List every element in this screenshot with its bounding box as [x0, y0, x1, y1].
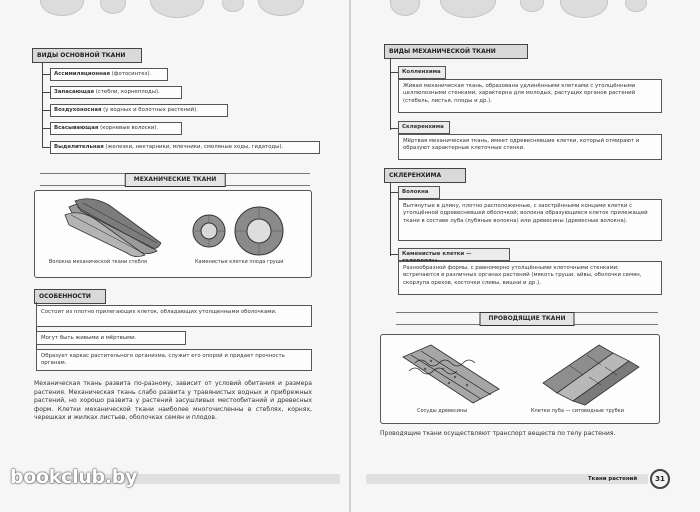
mechanical-figure: [34, 190, 312, 278]
watermark: bookclub.by: [10, 466, 138, 488]
tree-tick: [42, 128, 50, 129]
footer-section: Ткани растений: [588, 476, 638, 482]
tree-line: [390, 182, 391, 256]
tissue-item: Запасающая (стебли, корнеплоды).: [50, 86, 182, 99]
fibers-caption: Волокна механической ткани стебля: [49, 259, 147, 265]
stone-cells-caption: Каменистые клетки плода груши: [195, 259, 284, 265]
sieve-tubes-illustration: [539, 343, 643, 405]
feature-item: Могут быть живыми и мёртвыми.: [36, 331, 186, 345]
vessels-caption: Сосуды древесины: [417, 408, 468, 414]
stone-cells-illustration: [191, 205, 291, 261]
tree-tick: [42, 110, 50, 111]
mech-types-title: ВИДЫ МЕХАНИЧЕСКОЙ ТКАНИ: [384, 44, 528, 59]
sclerenchyma-label: Склеренхима: [398, 121, 450, 134]
tree-tick: [390, 128, 398, 129]
tree-tick: [42, 74, 50, 75]
features-title: ОСОБЕННОСТИ: [34, 289, 106, 304]
feature-item: Образует каркас растительного организма, служит его опорой и придает прочность органам.: [36, 349, 312, 371]
mechanical-paragraph: Механическая ткань развита по-разному, зависит от условий обитания и размера растения. Механическая ткань слабо развита у травянистых водных и прибрежных растений, но хорошо развита у растений засушливых местообитаний и древесных форм. Клетки механической ткани наиболее многочисленны в стеблях, корнях, черешках и жилках листьев, оболочках семян и плодов.: [34, 380, 312, 422]
fibers-illustration: [65, 197, 165, 257]
collenchyma-label: Колленхима: [398, 66, 446, 79]
page-spine: [349, 0, 351, 512]
conductive-figure: [380, 334, 660, 424]
tissue-item: Воздухоносная (у водных и болотных растений).: [50, 104, 228, 117]
stone-cells-text: Разнообразной формы, с равномерно утолщёнными клеточными стенками; встречаются в различных органах растений (мякоть груши, айвы, оболочки семян, скорлупа орехов, косточки сливы, вишни и др.).: [398, 261, 662, 295]
tree-tick: [390, 254, 398, 255]
tree-tick: [42, 147, 50, 148]
sclerenchyma-title: СКЛЕРЕНХИМА: [384, 168, 466, 183]
tissue-item: Ассимиляционная (фотосинтез).: [50, 68, 168, 81]
mechanical-title: МЕХАНИЧЕСКИЕ ТКАНИ: [125, 173, 226, 187]
tissue-types-title: ВИДЫ ОСНОВНОЙ ТКАНИ: [32, 48, 142, 63]
sieve-tubes-caption: Клетки луба — ситовидные трубки: [531, 408, 624, 414]
conductive-title-band: [396, 312, 658, 325]
mechanical-title-band: [40, 173, 310, 186]
tree-line: [390, 58, 391, 130]
tree-tick: [42, 92, 50, 93]
tree-tick: [390, 72, 398, 73]
stone-cells-label: Каменистые клетки —: [398, 248, 510, 261]
tissue-item: Всасывающая (корневые волоски).: [50, 122, 182, 135]
fibers-label: Волокна: [398, 186, 440, 199]
feature-item: Состоит из плотно прилегающих клеток, обладающих утолщенными оболочками.: [36, 305, 312, 327]
fibers-text: Вытянутые в длину, плотно расположенные, с заострёнными концами клетки с утолщённой одревесневшей оболочкой; волокна образующиеся клеток прилежащей ткани в составе луба (лубяные волокна) или древесины (древесные волокна).: [398, 199, 662, 241]
sclerenchyma-text: Мёртвая механическая ткань, имеет одревесневшие клетки, который отмирают и образуют характерные клеточные стенки.: [398, 134, 662, 160]
tree-tick: [390, 192, 398, 193]
tissue-item: Выделительная (железки, нектарники, млечники, смоляные ходы, гидатоды).: [50, 141, 320, 154]
vessels-illustration: [401, 343, 501, 405]
collenchyma-text: Живая механическая ткань, образована удлинёнными клетками с утолщёнными целлюлозными стенками; характерна для молодых, растущих органов растений (стебель, листья, плоды и др.).: [398, 79, 662, 113]
conductive-title: ПРОВОДЯЩИЕ ТКАНИ: [479, 312, 574, 326]
conductive-paragraph: Проводящие ткани осуществляют транспорт веществ по телу растения.: [380, 430, 616, 437]
page-number: 31: [650, 469, 670, 489]
